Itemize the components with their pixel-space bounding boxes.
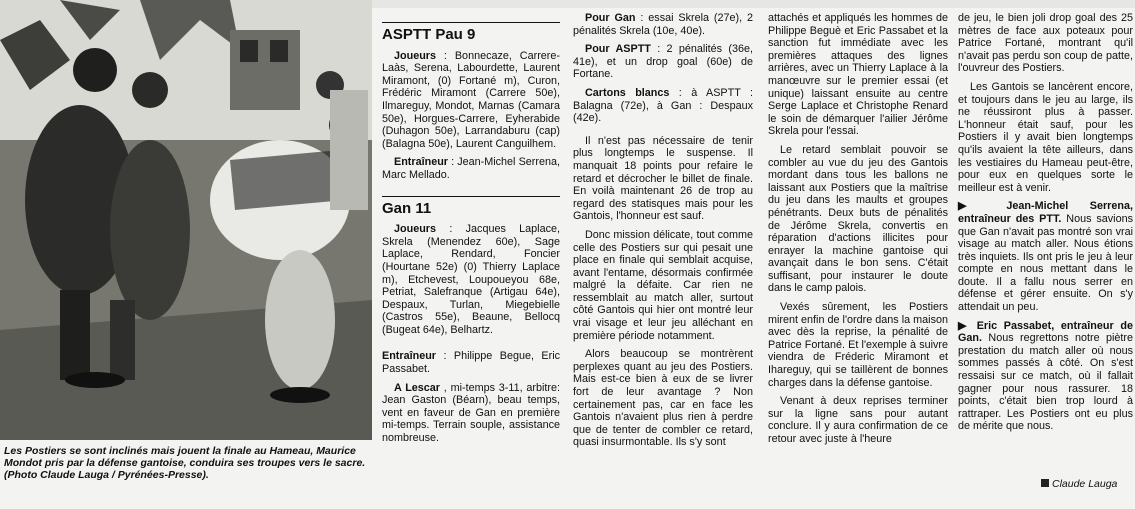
asptt-label: Pour ASPTT <box>585 43 651 56</box>
team-title-asptt: ASPTT Pau 9 <box>382 26 476 43</box>
players-text: : Bonnecaze, Carrere-Laàs, Serena, Labourdette, Laurent Miramont, (0) Fortané m), Curon, Frédéric Miramont (Carrere 50e), Ilmareguy, Mondot, Marnas (Camara 50e), Horgues-Carrere, Eyherabide (Duhagon 50e), Larrandaburu (cap) (Balagna 50e), Laurent Canguilhem. <box>382 49 560 150</box>
match-details <box>382 382 560 445</box>
paragraph: Alors beaucoup se montrèrent perplexes quant au jeu des Postiers. Mais est-ce bien à eux de se livrer fort de leur avantage ? Non certainement pas, car en face les Gantois n'avaient plus rien à perdre que de tenter de combler ce retard, quasi insurmontable. Ils s'y sont <box>573 348 753 449</box>
quote-text: Nous savions que Gan n'avait pas montré son vrai visage au match aller. Nous étions très inquiets. Ils ont pris le jeu à leur compte en nous mettant dans le doute. Il a fallu nous serrer en défense et gérer ensuite. On s'y attendait un peu. <box>958 212 1133 314</box>
quote-serrena <box>958 200 1133 313</box>
column-report <box>768 0 948 452</box>
players-text: : Jacques Laplace, Skrela (Menendez 60e), Sage Laplace, Rendard, Foncier (Hourtane 52e) (0) Thierry Laplace m), Etchevest, Loupoueyou 68e, Petriat, Salefranque (Artigau 64e), Despaux, Turlan, Miegebielle (Castros 55e), Beaune, Bellocq (Bugeat 64e), Belhartz. <box>382 223 560 336</box>
paragraph: Le retard semblait pouvoir se combler au vue du jeu des Gantois mordant dans tous les ballons ne laissant aux Postiers que la maîtrise du jeu dans les maults et groupes pénétrants. Deux buts de pénalités de Jérôme Skrela, convertis en réparation d'actions illicites pour enrayer la machine gantoise qui avançait dans le bon sens. C'était suffisant, pour instaurer le doute dans le camp palois. <box>768 143 948 295</box>
gan-score-text: : essai Skrela (27e), 2 pénalités Skrela (10e, 40e). <box>573 12 753 37</box>
venue-text: , mi-temps 3-11, arbitre: Jean Gaston (Béarn), beau temps, vent en faveur de Gan en première mi-temps. Terrain souple, assistance nombreuse. <box>382 381 560 445</box>
cards-label: Cartons blancs <box>585 86 670 99</box>
venue-label: A Lescar <box>394 381 441 394</box>
quote-passabet <box>958 320 1133 433</box>
rugby-photo <box>0 0 372 440</box>
asptt-players <box>382 50 560 151</box>
gan-players <box>382 223 560 336</box>
paragraph: attachés et appliqués les hommes de Philippe Beguè et Eric Passabet et la sanction fut immédiate avec les premières attaques des lignes arrières, avec un Thierry Laplace à la manœuvre sur le premier essai (et unique) laissant ensuite au centre Serge Laplace et Christophe Renard le soin de démarquer l'ailier Jérôme Skrela pour l'essai. <box>768 12 948 138</box>
cards <box>573 87 753 125</box>
divider <box>382 22 560 23</box>
asptt-score-text: : 2 pénalités (36e, 41e), et un drop goal (60e) de Fortane. <box>573 43 753 81</box>
paragraph: Donc mission délicate, tout comme celle des Postiers sur qui pesait une place en finale qui semblait acquise, avant l'entame, désormais confirmée malgré la défaite. Car rien ne ressemblait au match aller, surtout côté Gantois qui hier ont montré leur vrai visage et leur jeu alléchant en première période notamment. <box>573 228 753 342</box>
paragraph: de jeu, le bien joli drop goal des 25 mètres de face aux poteaux pour Patrice Fortané, montrant qu'il n'avait pas perdu son coup de patte, l'ouvreur des Postiers. <box>958 12 1133 75</box>
coach-text: : Jean-Michel Serrena, Marc Mellado. <box>382 156 560 181</box>
team-title-gan: Gan 11 <box>382 199 432 217</box>
players-label: Joueurs <box>394 49 437 62</box>
quote-text: Nous regrettons notre piètre prestation du match aller où nous sommes passés à côté. On s'est ressaisi sur ce match, où il fallait gagner pour nous rassurer. 18 points, c'était bien trop lourd à rattraper. Les Postiers ont eu plus de mérite que nous. <box>958 332 1133 433</box>
paragraph: Il n'est pas nécessaire de tenir plus longtemps le suspense. Il manquait 18 points pour refaire le retard et décrocher le billet de finale. En voilà maintenant 26 de trop au regard des statisques mais pour les Gantois, l'honneur est sauf. <box>573 134 753 223</box>
photo-caption: Les Postiers se sont inclinés mais jouent la finale au Hameau, Maurice Mondot pris par la défense gantoise, conduira ses troupes vers le sacre. (Photo Claude Lauga / Pyrénées-Presse). <box>4 445 366 481</box>
signature-square-icon <box>1041 479 1049 487</box>
author-signature <box>1041 478 1117 490</box>
coach-label: Entraîneur <box>382 350 436 363</box>
paragraph: Les Gantois se lancèrent encore, et toujours dans le jeu au large, ils ne réussiront plus à passer. L'honneur était sauf, pour les Postiers il y avait bien longtemps qu'ils avaient la tête ailleurs, dans les vestiaires du Hameau peut-être, pour eux en quelques sorte le meilleur est à venir. <box>958 80 1133 194</box>
signature-text: Claude Lauga <box>1052 478 1118 490</box>
column-reactions <box>958 0 1133 439</box>
asptt-coach <box>382 156 560 181</box>
column-scoring <box>573 0 753 455</box>
score-asptt <box>573 43 753 81</box>
gan-coach <box>382 350 560 375</box>
coach-label: Entraîneur <box>394 156 448 169</box>
paragraph: Vexés sûrement, les Postiers mirent enfin de l'ordre dans la maison avec dès la reprise, la pénalité de Patrice Fortané. Et l'exemple à suivre viendra de Fréderic Miramont et Ihareguy, qui se taillèrent de bonnes charges dans la défense gantoise. <box>768 301 948 389</box>
column-lineups <box>382 0 560 451</box>
coach-text: : Philippe Begue, Eric Passabet. <box>382 350 560 376</box>
quote-label: ▶ Eric Passabet, entraîneur de Gan. <box>958 319 1133 345</box>
paragraph: Venant à deux reprises terminer sur la ligne sans pour autant conclure. Il y aura confirmation de ce retour avec juste à l'heure <box>768 395 948 445</box>
gan-label: Pour Gan <box>585 12 636 24</box>
quote-label: ▶ Jean-Michel Serrena, entraîneur des PTT. <box>958 200 1133 225</box>
score-gan <box>573 12 753 37</box>
players-label: Joueurs <box>394 223 437 236</box>
cards-text: : à ASPTT : Balagna (72e), à Gan : Despaux (42e). <box>573 86 754 125</box>
divider <box>382 196 560 197</box>
